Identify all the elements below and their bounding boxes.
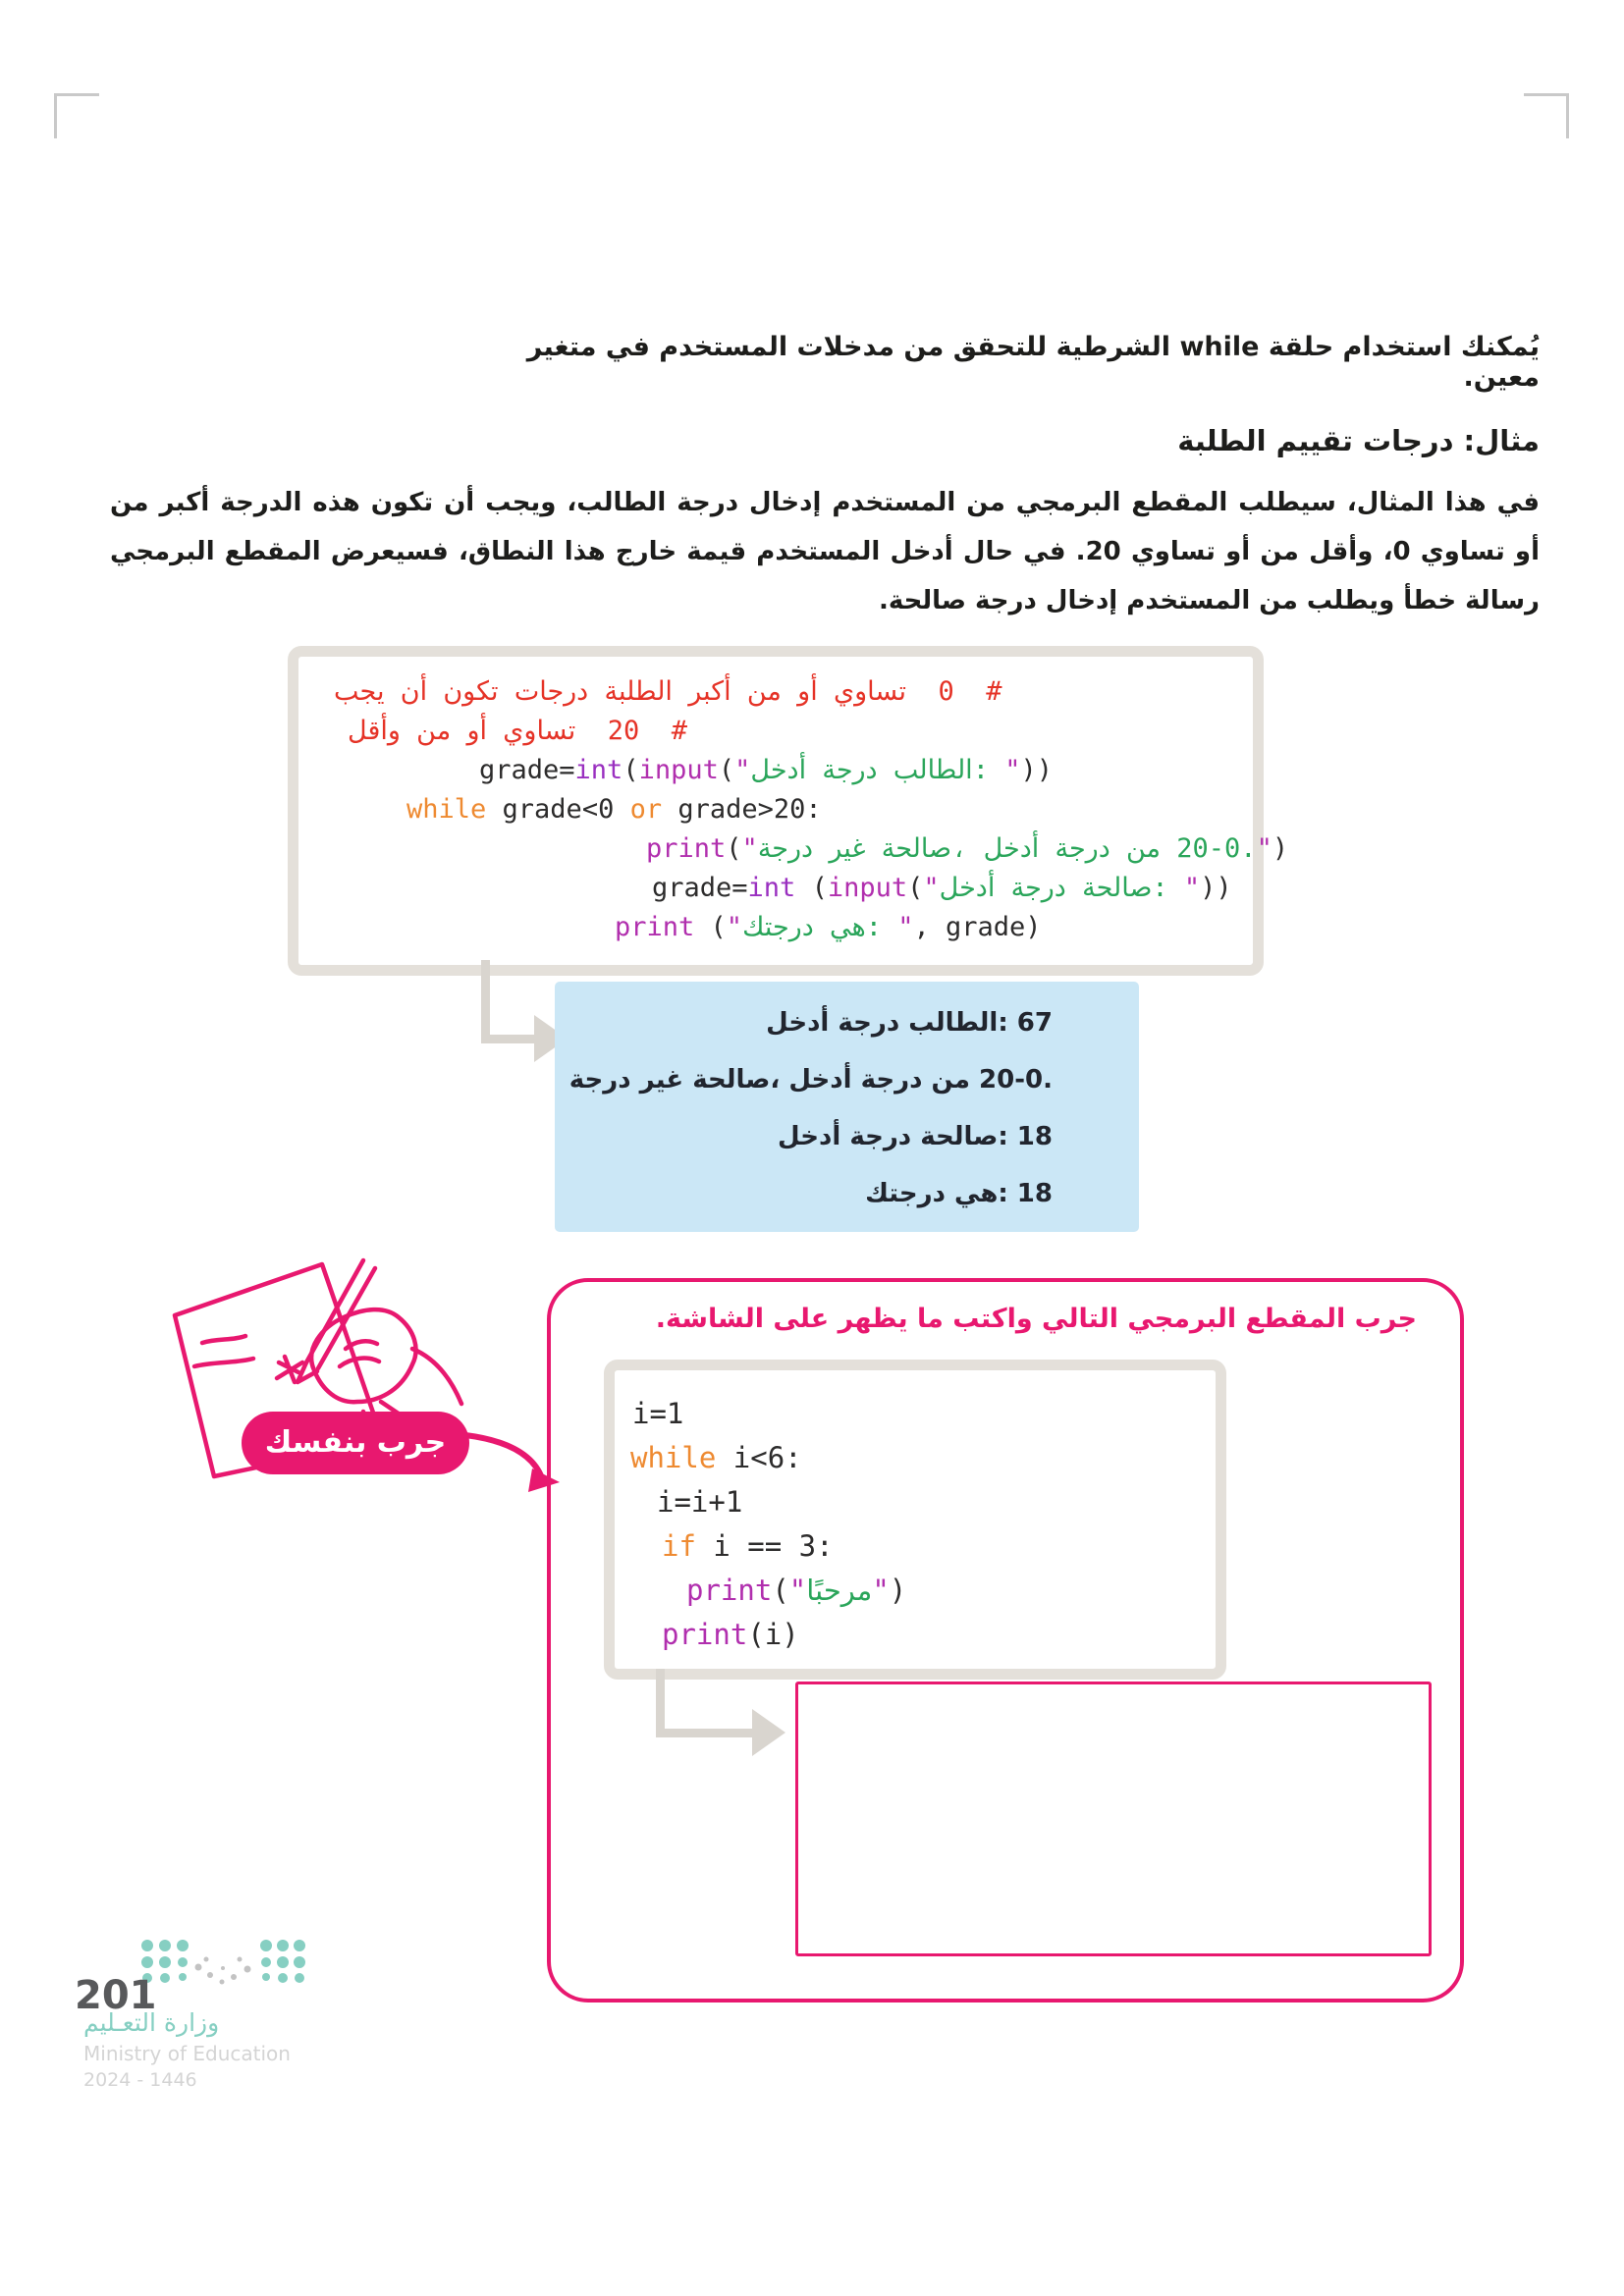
code-line: while grade<0 or grade>20: [406, 794, 822, 825]
flow-arrow-line [656, 1729, 756, 1737]
ministry-name-english: Ministry of Education [83, 2042, 291, 2065]
try-yourself-badge: جرب بنفسك [242, 1412, 469, 1474]
code-line: grade=int(input("أدخل درجة الطالب: ")) [479, 755, 1053, 785]
console-line: أدخل درجة الطالب: 67 [766, 1008, 1053, 1038]
crop-mark-icon [54, 93, 57, 138]
code-line: print("مرحبًا") [686, 1574, 907, 1607]
code-line: if i == 3: [662, 1529, 834, 1563]
code-line: print("درجة غير صالحة، أدخل درجة من 20-0.") [646, 833, 1289, 864]
code-block-grades [288, 646, 1289, 976]
example-heading: مثال: درجات تقييم الطلبة [1177, 424, 1540, 457]
ministry-logo [137, 1936, 309, 1990]
flow-arrow-line [481, 1035, 538, 1043]
crop-mark-icon [1566, 93, 1569, 138]
code-line: grade=int (input("أدخل درجة صالحة: ")) [652, 873, 1232, 903]
edition-years: 2024 - 1446 [83, 2069, 197, 2091]
flow-arrow-icon [752, 1709, 785, 1756]
console-line: أدخل درجة صالحة: 18 [778, 1122, 1053, 1151]
console-line: درجة غير صالحة، أدخل درجة من 20-0. [568, 1065, 1053, 1095]
flow-arrow-line [656, 1669, 665, 1737]
code-line: i=i+1 [657, 1485, 743, 1519]
code-line: i=1 [632, 1397, 684, 1430]
console-line: درجتك هي: 18 [865, 1179, 1053, 1208]
try-yourself-title: جرب المقطع البرمجي التالي واكتب ما يظهر على الشاشة. [655, 1304, 1417, 1334]
crop-mark-icon [1524, 93, 1569, 96]
answer-box [795, 1682, 1432, 1956]
ministry-name-arabic: وزارة التعـليم [83, 2008, 220, 2037]
console-output-box [555, 982, 1139, 1232]
code-line: while i<6: [630, 1441, 802, 1474]
code-block-try [604, 1360, 1226, 1680]
code-line: يجب أن تكون درجات الطلبة أكبر من أو تساوي 0 # [334, 676, 1002, 707]
flow-arrow-line [481, 960, 490, 1043]
crop-mark-icon [54, 93, 99, 96]
page-number: 201 [75, 1973, 157, 2018]
intro-text: يُمكنك استخدام حلقة while الشرطية للتحقق من مدخلات المستخدم في متغير معين. [526, 332, 1540, 393]
badge-arrow-icon [458, 1419, 566, 1508]
code-line: print ("درجتك هي: ", grade) [615, 912, 1042, 942]
code-line: print(i) [662, 1618, 799, 1651]
example-paragraph: في هذا المثال، سيطلب المقطع البرمجي من المستخدم إدخال درجة الطالب، ويجب أن تكون هذه الدرجة أكبر من أو تساوي 0، وأقل من أو تساوي 20. في حال أدخل المستخدم قيمة خارج هذا النطاق، فسيعرض المقطع البرمجي رسالة خطأ ويطلب من المستخدم إدخال درجة صالحة. [110, 488, 1541, 615]
code-line: وأقل من أو تساوي 20 # [348, 716, 688, 746]
